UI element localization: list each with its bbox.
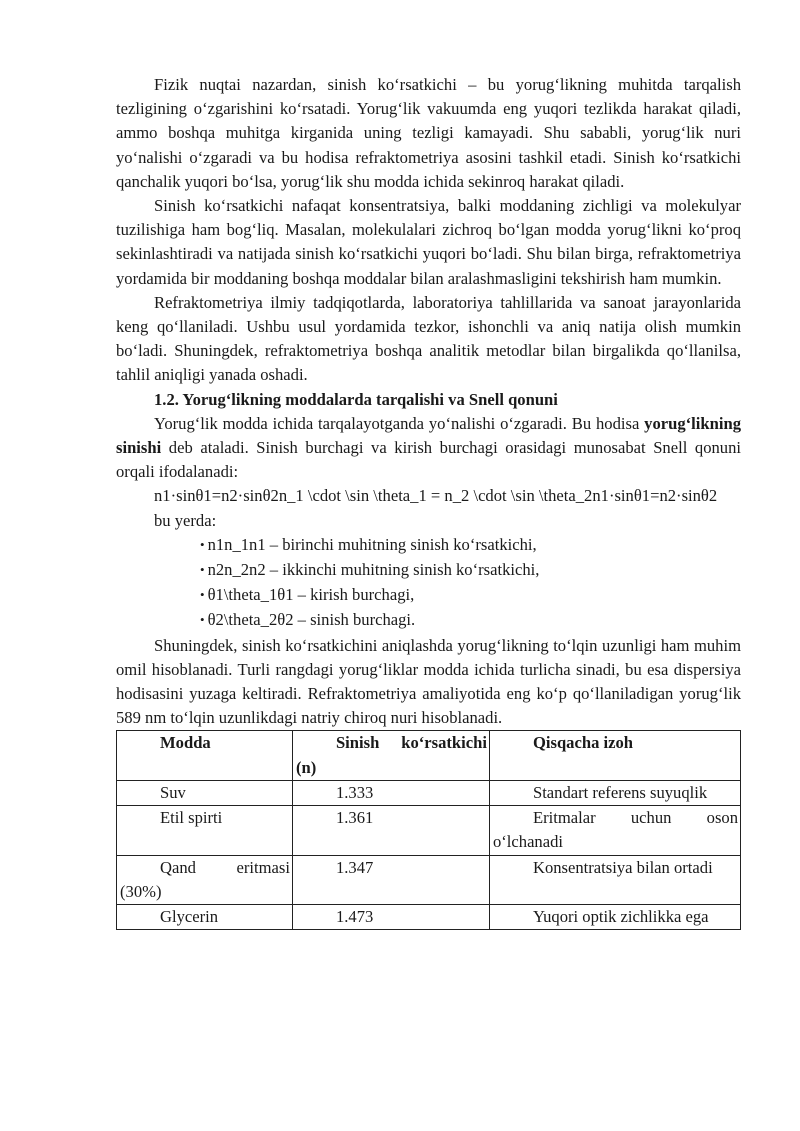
paragraph-refractive-index-physics: Fizik nuqtai nazardan, sinish koʻrsatkichi – bu yorugʻlikning muhitda tarqalish tezligining oʻzgarishini koʻrsatadi. Yorugʻlik vakuumda eng yuqori tezlikda harakat qiladi, ammo boshqa muhitga kirganida uning tezligi kamayadi. Shu sababli, yorugʻlik nuri yoʻnalishi oʻzgaradi va bu hodisa refraktometriya asosini tashkil etadi. Sinish koʻrsatkichi qanchalik yuqori boʻlsa, yorugʻlik shu modda ichida sekinroq harakat qiladi. bbox=[116, 75, 741, 191]
cell-note: Konsentratsiya bilan ortadi bbox=[489, 855, 740, 904]
cell-substance: Suv bbox=[117, 780, 293, 805]
cell-index: 1.473 bbox=[292, 904, 489, 929]
list-item: • θ1\theta_1θ1 – kirish burchagi, bbox=[200, 583, 741, 608]
cell-note: Eritmalar uchun oson oʻlchanadi bbox=[489, 806, 740, 855]
cell-substance: Qand eritmasi (30%) bbox=[117, 855, 293, 904]
snell-intro-start: Yorugʻlik modda ichida tarqalayotganda yoʻnalishi oʻzgaradi. Bu hodisa bbox=[154, 413, 645, 433]
list-item: • n1n_1n1 – birinchi muhitning sinish koʻrsatkichi, bbox=[200, 533, 741, 558]
document-page bbox=[116, 73, 741, 930]
where-label: bu yerda: bbox=[154, 510, 217, 530]
variable-list bbox=[116, 533, 741, 634]
table-row bbox=[117, 780, 741, 805]
snell-intro-term: yorugʻlikning sinishi bbox=[116, 413, 741, 458]
table-row bbox=[117, 855, 741, 904]
header-note: Qisqacha izoh bbox=[489, 731, 740, 780]
header-substance: Modda bbox=[117, 731, 293, 780]
header-refractive-index: Sinish koʻrsatkichi (n) bbox=[292, 731, 489, 780]
cell-index: 1.347 bbox=[292, 855, 489, 904]
refractive-index-table bbox=[116, 730, 741, 930]
table-header-row bbox=[117, 731, 741, 780]
cell-substance: Glycerin bbox=[117, 904, 293, 929]
cell-note: Yuqori optik zichlikka ega bbox=[489, 904, 740, 929]
paragraph-density-dependence: Sinish koʻrsatkichi nafaqat konsentratsiya, balki moddaning zichligi va molekulyar tuzilishiga ham bogʻliq. Masalan, molekulalari zichroq boʻlgan modda yorugʻlikni koʻproq sekinlashtiradi va natijada sinish koʻrsatkichi yuqori boʻladi. Shu bilan birga, refraktometriya yordamida bir moddaning boshqa moddalar bilan aralashmasligini tekshirish ham mumkin. bbox=[116, 196, 741, 288]
table-row bbox=[117, 904, 741, 929]
paragraph-snell-intro bbox=[116, 412, 741, 485]
snell-formula: n1·sinθ1=n2·sinθ2n_1 \cdot \sin \theta_1 = n_2 \cdot \sin \theta_2n1·sinθ1=n2·sinθ2 bbox=[154, 486, 718, 506]
section-heading: 1.2. Yorugʻlikning moddalarda tarqalishi va Snell qonuni bbox=[154, 389, 558, 409]
table-row bbox=[117, 806, 741, 855]
cell-index: 1.361 bbox=[292, 806, 489, 855]
paragraph-dispersion: Shuningdek, sinish koʻrsatkichini aniqlashda yorugʻlikning toʻlqin uzunligi ham muhim omil hisoblanadi. Turli rangdagi yorugʻliklar modda ichida turlicha sinadi, bu esa dispersiya hodisasini yuzaga keltiradi. Refraktometriya amaliyotida eng koʻp qoʻllaniladigan yorugʻlik 589 nm toʻlqin uzunlikdagi natriy chiroq nuri hisoblanadi. bbox=[116, 635, 741, 728]
cell-index: 1.333 bbox=[292, 780, 489, 805]
snell-intro-end: deb ataladi. Sinish burchagi va kirish burchagi orasidagi munosabat Snell qonuni orqali ifodalanadi: bbox=[116, 438, 741, 482]
paragraph-applications: Refraktometriya ilmiy tadqiqotlarda, laboratoriya tahlillarida va sanoat jarayonlarida keng qoʻllaniladi. Ushbu usul yordamida tezkor, ishonchli va aniq natija olish mumkin boʻladi. Shuningdek, refraktometriya boshqa analitik metodlar bilan birgalikda qoʻllanilsa, tahlil aniqligi yanada oshadi. bbox=[116, 292, 741, 385]
cell-note: Standart referens suyuqlik bbox=[489, 780, 740, 805]
list-item: • θ2\theta_2θ2 – sinish burchagi. bbox=[200, 608, 741, 633]
cell-substance: Etil spirti bbox=[117, 806, 293, 855]
list-item: • n2n_2n2 – ikkinchi muhitning sinish koʻrsatkichi, bbox=[200, 558, 741, 583]
